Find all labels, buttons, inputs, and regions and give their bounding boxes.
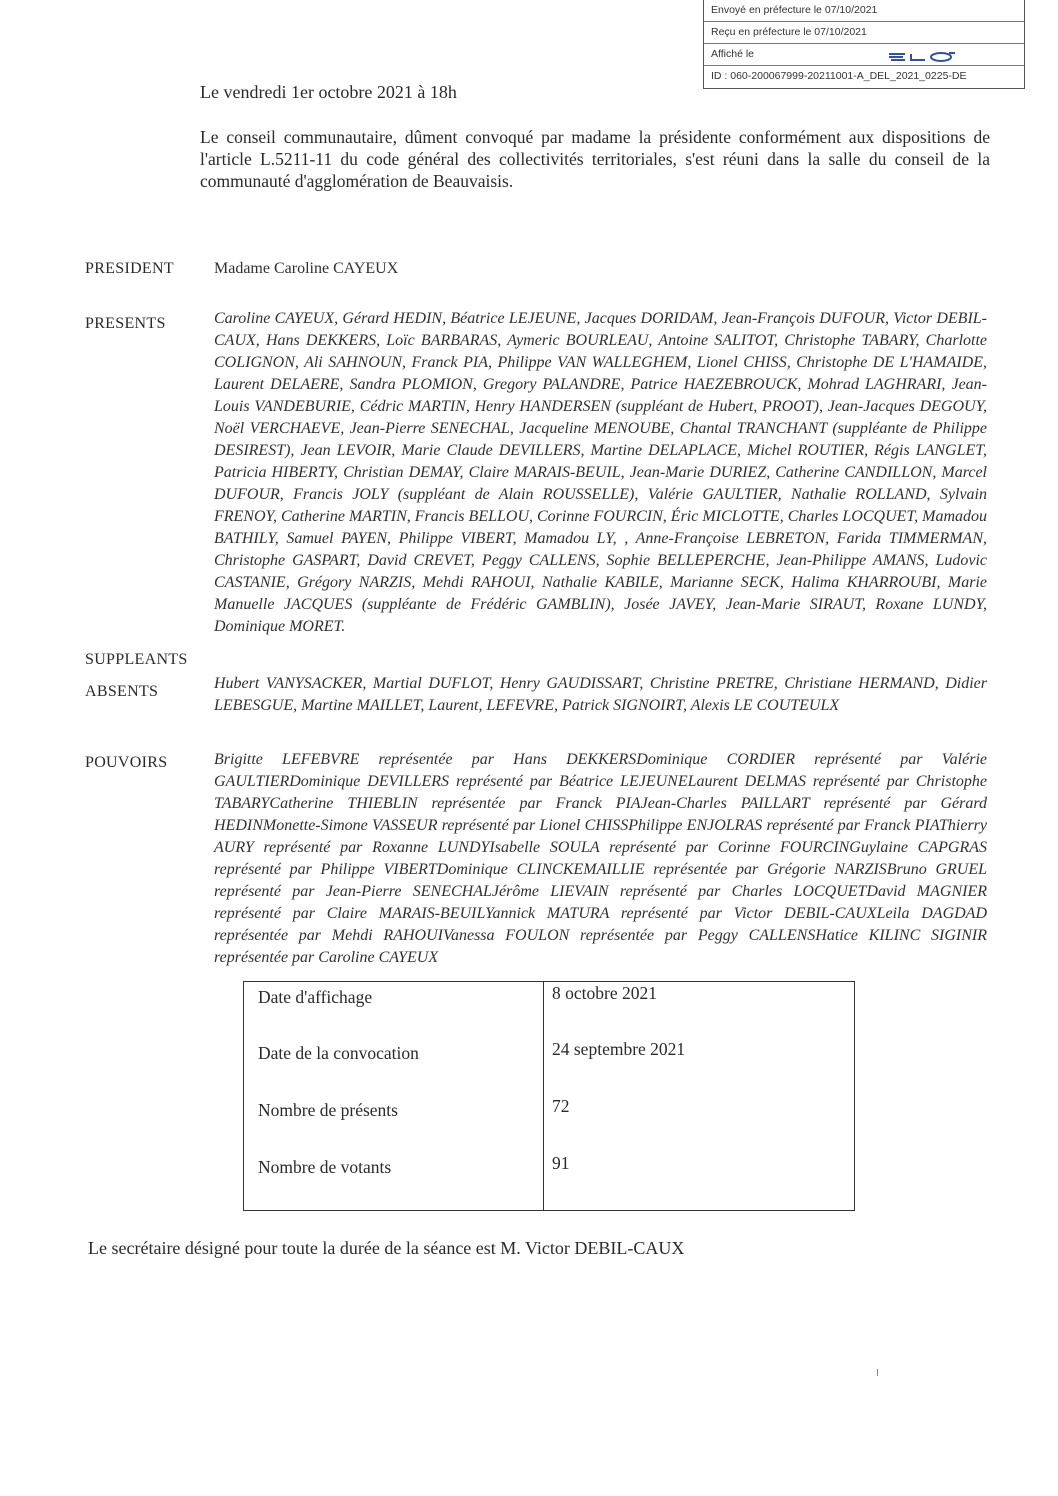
display-date-label: Date d'affichage xyxy=(258,987,373,1007)
pouvoirs-list: Brigitte LEFEBVRE représentée par Hans DEKKERSDominique CORDIER représenté par Valérie GAULTIERDominique DEVILLERS représenté par Béatrice LEJEUNELaurent DELMAS représenté par Christophe TABARYCatherine THIEBLIN représentée par Franck PIAJean-Charles PAILLART représenté par Gérard HEDINMonette-Simone VASSEUR représenté par Lionel CHISSPhilippe ENJOLRAS représenté par Franck PIAThierry AURY représenté par Roxanne LUNDYIsabelle SOULA représenté par Corinne FOURCINGuylaine CAPGRAS représenté par Philippe VIBERTDominique CLINCKEMAILLIE représentée par Grégorie NARZISBruno GRUEL représenté par Jean-Pierre SENECHALJérôme LIEVAIN représenté par Charles LOCQUETDavid MAGNIER représenté par Claire MARAIS-BEUILYannick MATURA représenté par Victor DEBIL-CAUXLeila DAGDAD représentée par Mehdi RAHOUIVanessa FOULON représentée par Peggy CALLENSHatice KILINC SIGINIR représentée par Caroline CAYEUX xyxy=(214,751,987,966)
presents-label: PRESENTS xyxy=(85,315,166,332)
convocation-date-label: Date de la convocation xyxy=(258,1043,419,1063)
absents-label: ABSENTS xyxy=(85,683,159,700)
stamp-id-row: ID : 060-200067999-20211001-A_DEL_2021_0225-DE xyxy=(711,70,967,82)
display-date-value: 8 octobre 2021 xyxy=(552,983,657,1003)
secretary-statement: Le secrétaire désigné pour toute la durée de la séance est M. Victor DEBIL-CAUX xyxy=(88,1238,685,1258)
stamp-posted-label: Affiché le xyxy=(711,48,754,60)
presents-list: Caroline CAYEUX, Gérard HEDIN, Béatrice LEJEUNE, Jacques DORIDAM, Jean-François DUFOUR, Victor DEBIL-CAUX, Hans DEKKERS, Loïc BARBARAS, Aymeric BOURLEAU, Antoine SALITOT, Christophe TABARY, Charlotte COLIGNON, Ali SAHNOUN, Franck PIA, Philippe VAN WALLEGHEM, Lionel CHISS, Christophe DE L'HAMAIDE, Laurent DELAERE, Sandra PLOMION, Gregory PALANDRE, Patrice HAEZEBROUCK, Mohrad LAGHRARI, Jean-Louis VANDEBURIE, Cédric MARTIN, Henry HANDERSEN (suppléant de Hubert, PROOT), Jean-Jacques DEGOUY, Noël VERCHAEVE, Jean-Pierre SENECHAL, Jacqueline MENOUBE, Chantal TRANCHANT (suppléante de Philippe DESIREST), Jean LEVOIR, Marie Claude DEVILLERS, Martine DELAPLACE, Michel ROUTIER, Régis LANGLET, Patricia HIBERTY, Christian DEMAY, Claire MARAIS-BEUIL, Jean-Marie DURIEZ, Catherine CANDILLON, Marcel DUFOUR, Francis JOLY (suppléant de Alain ROUSSELLE), Valérie GAULTIER, Nathalie ROLLAND, Sylvain FRENOY, Catherine MARTIN, Francis BELLOU, Corinne FOURCIN, Éric MICLOTTE, Charles LOCQUET, Mamadou BATHILY, Samuel PAYEN, Philippe VIBERT, Mamadou LY, , Anne-Françoise LEBRETON, Farida TIMMERMAN, Christophe GASPART, David CREVET, Peggy CALLENS, Sophie BELLEPERCHE, Jean-Philippe AMANS, Ludovic CASTANIE, Grégory NARZIS, Mehdi RAHOUI, Nathalie KABILE, Marianne SECK, Halima KHARROUBI, Marie Manuelle JACQUES (suppléante de Frédéric GAMBLIN), Josée JAVEY, Jean-Marie SIRAUT, Roxane LUNDY, Dominique MORET. xyxy=(214,310,987,635)
voters-count-label: Nombre de votants xyxy=(258,1157,392,1177)
suppleants-label: SUPPLEANTS xyxy=(85,651,188,668)
presents-count-value: 72 xyxy=(552,1096,570,1116)
slo-logo xyxy=(887,51,957,63)
table-divider xyxy=(543,982,544,1210)
absents-list: Hubert VANYSACKER, Martial DUFLOT, Henry GAUDISSART, Christine PRETRE, Christiane HERMAND, Didier LEBESGUE, Martine MAILLET, Laurent, LEFEVRE, Patrick SIGNOIRT, Alexis LE COUTEULX xyxy=(214,675,987,714)
scan-mark xyxy=(877,1369,878,1376)
president-label: PRESIDENT xyxy=(85,260,174,277)
summary-table xyxy=(243,981,855,1211)
meeting-date: Le vendredi 1er octobre 2021 à 18h xyxy=(200,82,457,102)
convocation-date-value: 24 septembre 2021 xyxy=(552,1039,686,1059)
prefecture-stamp xyxy=(703,0,1025,89)
pouvoirs-label: POUVOIRS xyxy=(85,754,168,771)
stamp-posted-row xyxy=(704,44,1024,66)
meeting-intro-paragraph: Le conseil communautaire, dûment convoqué par madame la présidente conformément aux dispositions de l'article L.5211-11 du code général des collectivités territoriales, s'est réuni dans la salle du conseil de la communauté d'agglomération de Beauvaisis. xyxy=(200,127,990,191)
president-name: Madame Caroline CAYEUX xyxy=(214,260,399,277)
presents-count-label: Nombre de présents xyxy=(258,1100,398,1120)
voters-count-value: 91 xyxy=(552,1153,570,1173)
stamp-received-row: Reçu en préfecture le 07/10/2021 xyxy=(704,22,1024,44)
stamp-sent-row: Envoyé en préfecture le 07/10/2021 xyxy=(704,0,1024,22)
